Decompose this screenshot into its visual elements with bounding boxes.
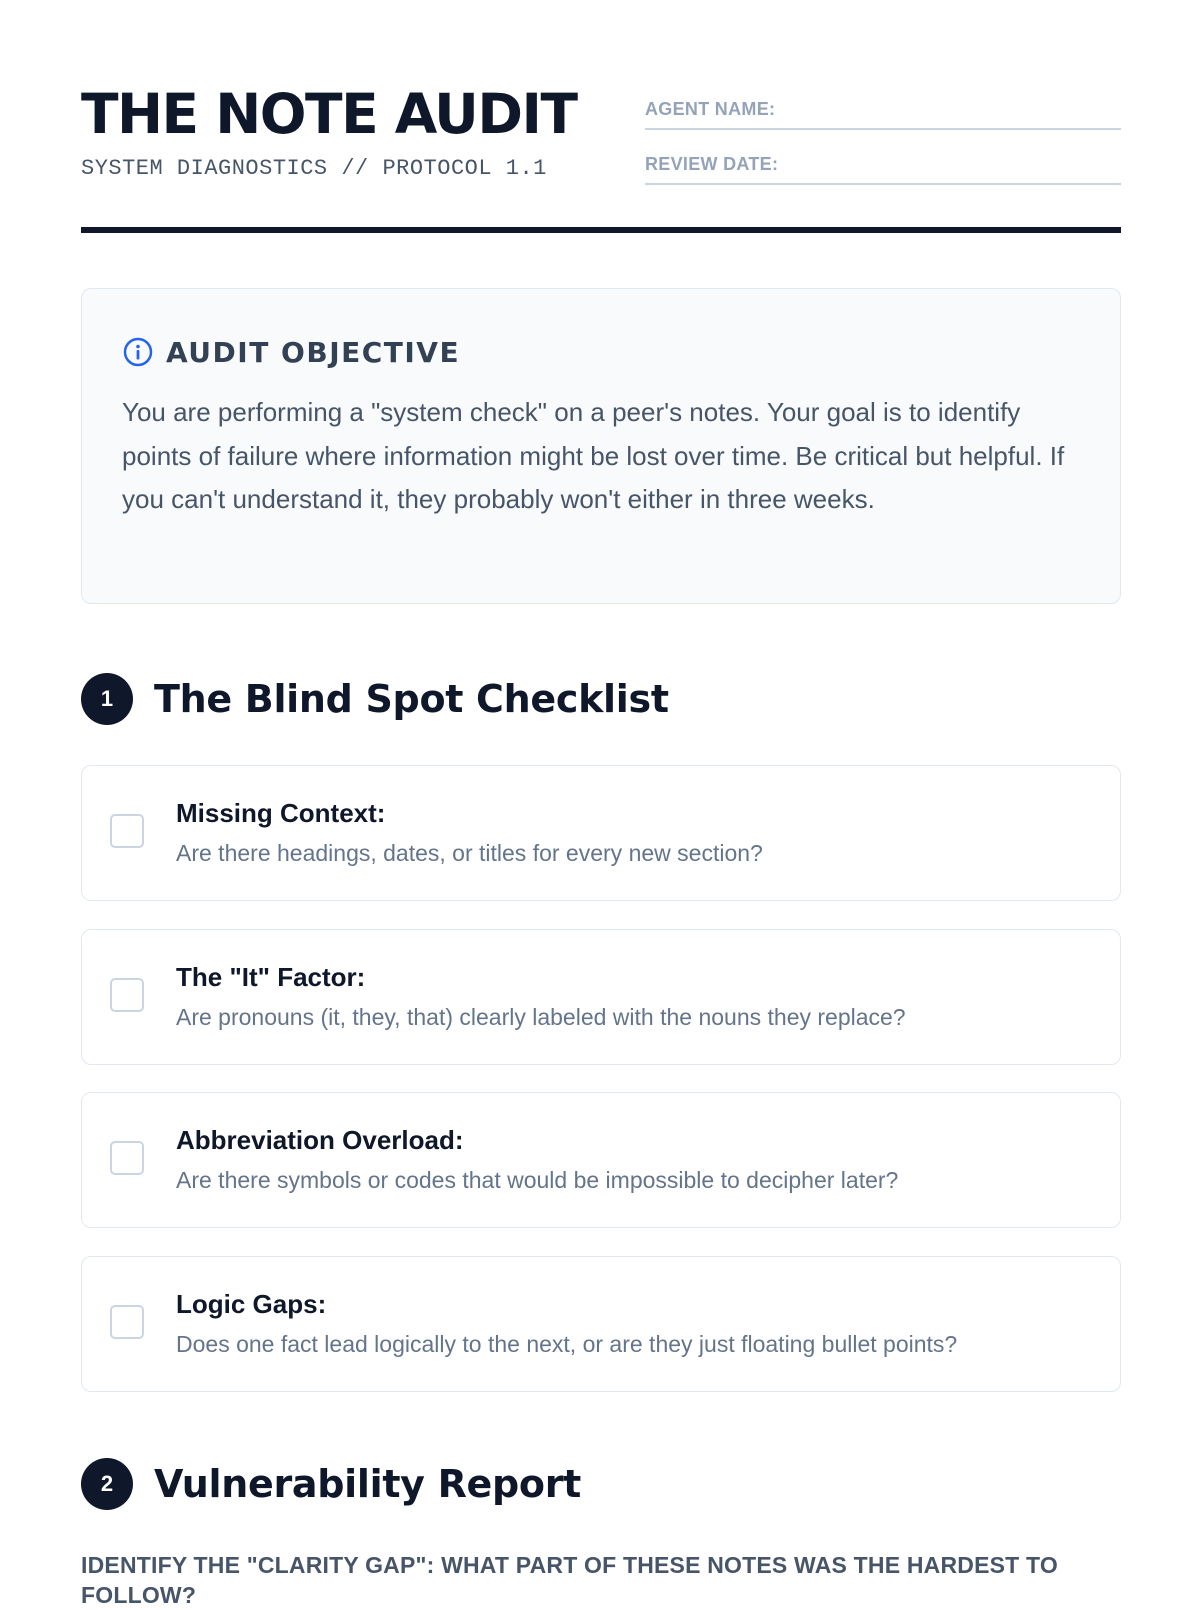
page-subtitle: SYSTEM DIAGNOSTICS // PROTOCOL 1.1 [81, 156, 547, 181]
info-icon [122, 336, 154, 368]
review-date-field[interactable] [645, 147, 1121, 185]
checklist-item[interactable] [81, 765, 1121, 901]
checklist-item-description: Are there symbols or codes that would be impossible to decipher later? [176, 1167, 899, 1193]
agent-name-label: AGENT NAME: [645, 99, 776, 119]
objective-panel [81, 288, 1121, 604]
objective-text: You are performing a "system check" on a peer's notes. Your goal is to identify points of failure where information might be lost over time. Be critical but helpful. If you can't understand it, they probably won't either in three weeks. [122, 397, 1065, 514]
checklist-item-description: Does one fact lead logically to the next, or are they just floating bullet points? [176, 1331, 958, 1357]
checklist-item-title: Logic Gaps: [176, 1289, 327, 1319]
checklist-item-title: Missing Context: [176, 798, 386, 828]
checkbox[interactable] [110, 978, 144, 1012]
section-checklist-heading [81, 673, 669, 725]
page-title: THE NOTE AUDIT [81, 82, 577, 146]
checklist-item-title: The "It" Factor: [176, 962, 366, 992]
header-divider [81, 227, 1121, 233]
section-report-heading [81, 1458, 581, 1510]
checkbox[interactable] [110, 814, 144, 848]
section-title: The Blind Spot Checklist [154, 677, 669, 721]
checklist-item[interactable] [81, 1092, 1121, 1228]
checkbox[interactable] [110, 1305, 144, 1339]
header [81, 84, 1121, 234]
checklist-item[interactable] [81, 929, 1121, 1065]
section-number-badge: 2 [81, 1458, 133, 1510]
checklist-item-description: Are there headings, dates, or titles for every new section? [176, 840, 763, 866]
clarity-gap-prompt: IDENTIFY THE "CLARITY GAP": WHAT PART OF THESE NOTES WAS THE HARDEST TO FOLLOW? [81, 1552, 1058, 1608]
checklist-item-title: Abbreviation Overload: [176, 1125, 464, 1155]
objective-heading [122, 335, 460, 369]
review-date-label: REVIEW DATE: [645, 154, 779, 174]
section-number-badge: 1 [81, 673, 133, 725]
checkbox[interactable] [110, 1141, 144, 1175]
section-title: Vulnerability Report [154, 1462, 582, 1506]
checklist-item[interactable] [81, 1256, 1121, 1392]
agent-name-field[interactable] [645, 92, 1121, 130]
checklist-item-description: Are pronouns (it, they, that) clearly labeled with the nouns they replace? [176, 1004, 906, 1030]
objective-title: AUDIT OBJECTIVE [166, 335, 461, 369]
